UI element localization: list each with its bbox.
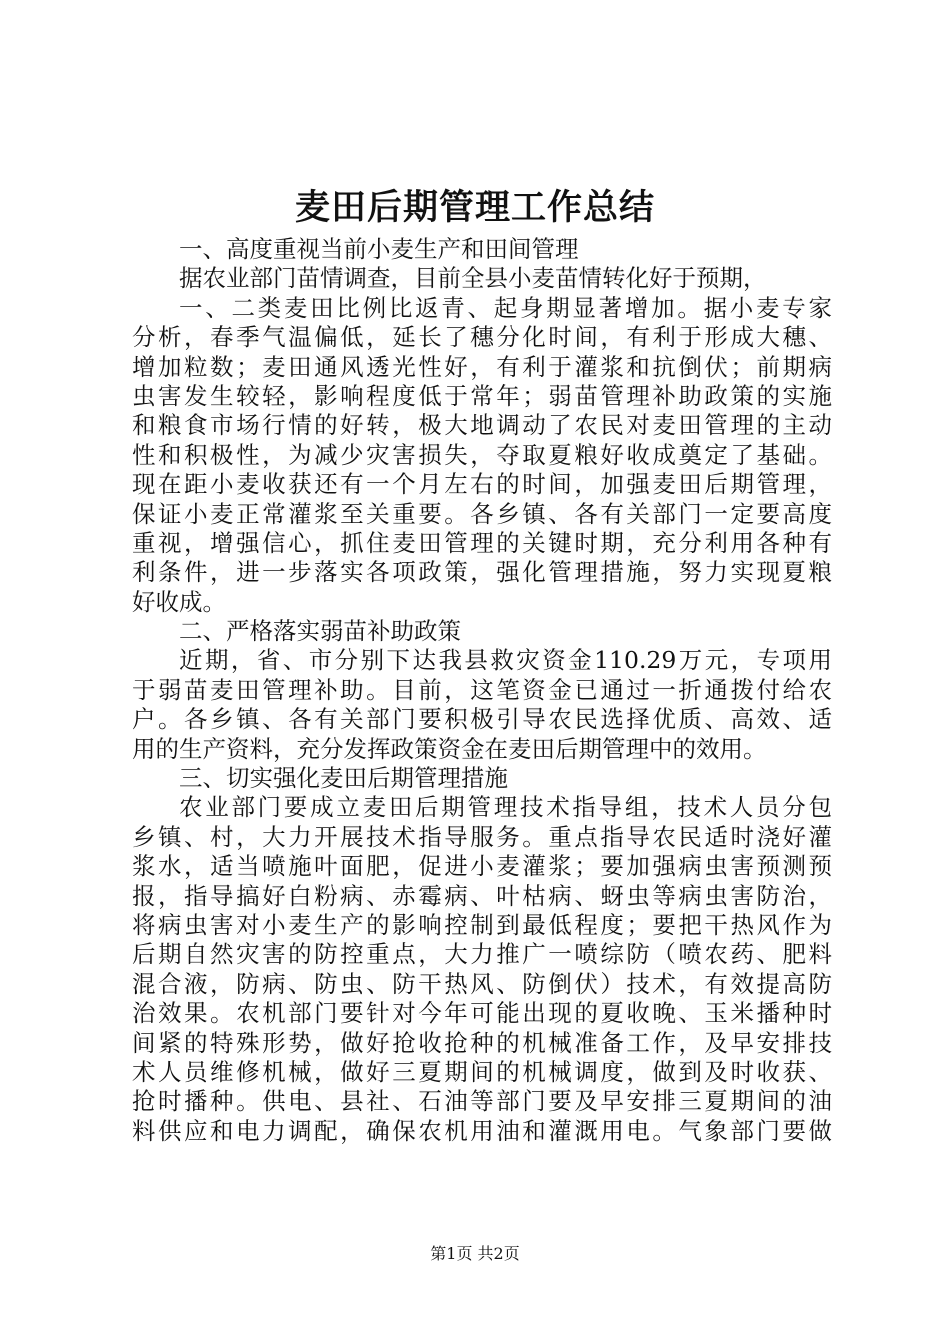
text-line: 乡镇、村，大力开展技术指导服务。重点指导农民适时浇好灌 <box>132 822 832 851</box>
text-line: 一、高度重视当前小麦生产和田间管理 <box>179 235 579 263</box>
text-line: 用的生产资料，充分发挥政策资金在麦田后期管理中的效用。 <box>132 734 767 763</box>
text-line: 三、切实强化麦田后期管理措施 <box>179 764 508 793</box>
text-line: 混合液，防病、防虫、防干热风、防倒伏）技术，有效提高防 <box>132 969 832 998</box>
text-line: 户。各乡镇、各有关部门要积极引导农民选择优质、高效、适 <box>132 705 832 734</box>
text-line: 抢时播种。供电、县社、石油等部门要及早安排三夏期间的油 <box>132 1087 832 1116</box>
text-line: 于弱苗麦田管理补助。目前，这笔资金已通过一折通拨付给农 <box>132 675 832 704</box>
text-line: 增加粒数；麦田通风透光性好，有利于灌浆和抗倒伏；前期病 <box>132 352 832 381</box>
text-line: 将病虫害对小麦生产的影响控制到最低程度；要把干热风作为 <box>132 910 832 939</box>
text-line: 浆水，适当喷施叶面肥，促进小麦灌浆；要加强病虫害预测预 <box>132 852 832 881</box>
text-line: 间紧的特殊形势，做好抢收抢种的机械准备工作，及早安排技 <box>132 1028 832 1057</box>
text-line: 和粮食市场行情的好转，极大地调动了农民对麦田管理的主动 <box>132 411 832 440</box>
text-line: 利条件，进一步落实各项政策，强化管理措施，努力实现夏粮 <box>132 558 832 587</box>
text-line: 重视，增强信心，抓住麦田管理的关键时期，充分利用各种有 <box>132 528 832 557</box>
text-line: 据农业部门苗情调查，目前全县小麦苗情转化好于预期， <box>179 264 767 293</box>
text-line: 现在距小麦收获还有一个月左右的时间，加强麦田后期管理， <box>132 470 832 499</box>
text-line: 好收成。 <box>132 587 226 616</box>
text-line: 术人员维修机械，做好三夏期间的机械调度，做到及时收获、 <box>132 1057 832 1086</box>
text-line: 近期，省、市分别下达我县救灾资金110.29万元，专项用 <box>179 646 832 675</box>
text-line: 保证小麦正常灌浆至关重要。各乡镇、各有关部门一定要高度 <box>132 499 832 528</box>
text-line: 治效果。农机部门要针对今年可能出现的夏收晚、玉米播种时 <box>132 999 832 1028</box>
document-title: 麦田后期管理工作总结 <box>294 188 655 228</box>
page-footer: 第1页 共2页 <box>430 1244 520 1263</box>
text-line: 后期自然灾害的防控重点，大力推广一喷综防（喷农药、肥料 <box>132 940 832 969</box>
text-line: 性和积极性，为减少灾害损失，夺取夏粮好收成奠定了基础。 <box>132 440 832 469</box>
text-line: 一、二类麦田比例比返青、起身期显著增加。据小麦专家 <box>179 293 832 322</box>
text-line: 二、严格落实弱苗补助政策 <box>179 617 461 646</box>
text-line: 料供应和电力调配，确保农机用油和灌溉用电。气象部门要做 <box>132 1116 832 1145</box>
text-line: 农业部门要成立麦田后期管理技术指导组，技术人员分包 <box>179 793 832 822</box>
text-line: 虫害发生较轻，影响程度低于常年；弱苗管理补助政策的实施 <box>132 381 832 410</box>
text-line: 分析，春季气温偏低，延长了穗分化时间，有利于形成大穗、 <box>132 323 832 352</box>
text-line: 报，指导搞好白粉病、赤霉病、叶枯病、蚜虫等病虫害防治， <box>132 881 832 910</box>
document-body <box>132 235 832 1146</box>
